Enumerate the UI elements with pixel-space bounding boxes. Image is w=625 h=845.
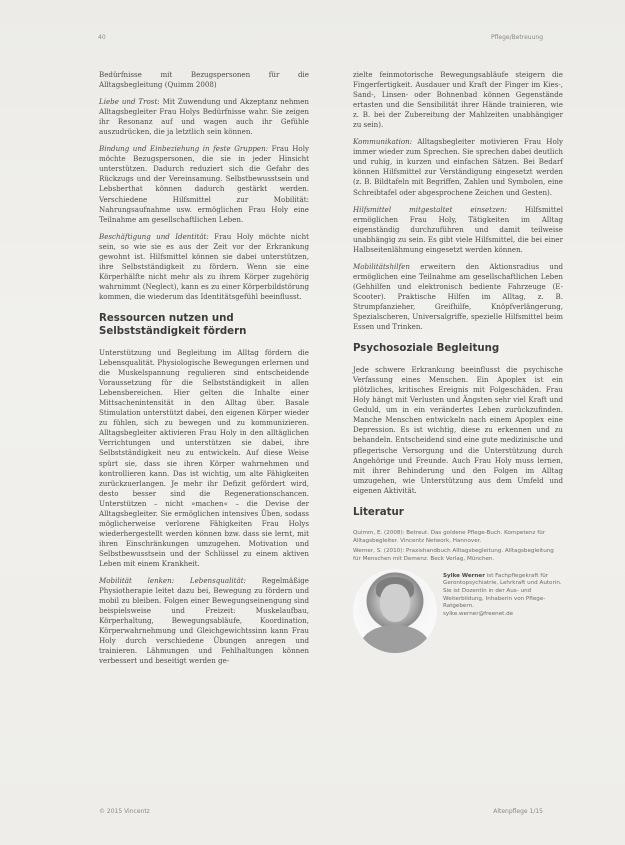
paragraph: Liebe und Trost: Mit Zuwendung und Akzeptanz nehmen Alltagsbegleiter Frau Holys Bedürfnisse wahr. Sie zeigen ihr Resonanz auf und wagen auch ihr Gefühle auszudrücken, die ja letztlich sein können. bbox=[99, 97, 309, 137]
paragraph: Mobilitätshilfen erweitern den Aktionsradius und ermöglichen eine Teilnahme am gesellschaftlichen Leben (Gehhilfen und elektronisch bediente Fahrzeuge (E-Scooter). Praktische Hilfen im Alltag, z. B. Strumpfanzieher, Greifhilfe, Knöpfverlängerung, Spezialscheren, Universalgriffe, spezielle Hilfsmittel beim Essen und Trinken. bbox=[353, 261, 563, 332]
right-column bbox=[353, 70, 563, 661]
footer-copyright: © 2015 Vincentz bbox=[99, 808, 150, 815]
page-number: 40 bbox=[98, 34, 106, 41]
author-name: Sylke Werner bbox=[443, 572, 485, 579]
paragraph: Kommunikation: Alltagsbegleiter motivieren Frau Holy immer wieder zum Sprechen. Sie sprechen dabei deutlich und ruhig, in kurzen und einfachen Sätzen. Bei Bedarf können Hilfsmittel zur Verständigung eingesetzt werden (z. B. Bildtafeln mit Begriffen, Zahlen und Symbolen, eine Schreibtafel oder abgesprochene Zeichen und Gesten). bbox=[353, 137, 563, 197]
literature-heading: Literatur bbox=[353, 506, 404, 518]
paragraph: Jede schwere Erkrankung beeinflusst die psychische Verfassung eines Menschen. Ein Apoplex ist ein plötzliches, kritisches Ereignis mit Folgeschäden. Frau Holy hängt mit Verlusten und Ängsten sehr viel Kraft und Geduld, um in ein verändertes Leben zurückzufinden. Manche Menschen entwickeln nach einem Apoplex eine Depression. Es ist wichtig, diese zu erkennen und zu behandeln. Entscheidend sind eine gute medizinische und pflegerische Versorgung und die Unterstützung durch Angehörige und Freunde. Auch Frau Holy muss lernen, mit ihrer Behinderung und den Folgen im Alltag umzugehen, wie Unterstützung aus dem Umfeld und eigenen Aktivität. bbox=[353, 365, 563, 495]
left-column bbox=[99, 70, 309, 673]
author-bio: Sylke Werner ist Fachpflegekraft für Gerontopsychiatrie, Lehrkraft und Autorin. Sie ist Dozentin in der Aus- und Weiterbildung, Inhaberin von Pflege-Ratgebern. sylke.werner@freenet.de bbox=[443, 572, 562, 617]
literature-entry: Quimm, E. (2008): Betreut. Das goldene Pflege-Buch. Kompetenz für Alltagsbegleiter. Vincentz Network, Hannover. bbox=[353, 529, 546, 544]
paragraph: Unterstützung und Begleitung im Alltag fördern die Lebensqualität. Physiologische Bewegungen erlernen und die Muskelspannung regulieren sind entscheidende Voraussetzung für die Selbstständigkeit in allen Lebensbereichen. Hier gelten die Inhalte einer Mittsachenintensität in den Alltag über. Basale Stimulation unterstützt dabei, den eigenen Körper wieder zu fühlen, sich zu bewegen und zu kommunizieren. Alltagsbegleiter aktivieren Frau Holy in den alltäglichen Verrichtungen und unterstützen sie dabei, ihre Selbstständigkeit neu zu entwickeln. Auf diese Weise spürt sie, dass sie ihren Körper wahrnehmen und kontrollieren kann. Das ist wichtig, um alte Fähigkeiten zurückzuerlangen. Je mehr ihr Defizit gefördert wird, desto besser sind die Regenerationschancen. Unterstützen – nicht »machen« – die Devise der Alltagsbegleiter. Sie ermöglichen intensives Üben, sodass möglicherweise verlorene Fähigkeiten Frau Holys wiederhergestellt werden können bzw. dass sie lernt, mit ihren Einschränkungen umzugehen. Motivation und Selbstbewusstsein und der Schlüssel zu einem aktiven Leben mit einem Krankheit. bbox=[99, 347, 309, 568]
footer-issue: Altenpflege 1/15 bbox=[493, 808, 543, 815]
paragraph: Bedürfnisse mit Bezugspersonen für die Alltagsbegleitung (Quimm 2008) bbox=[99, 70, 309, 90]
author-box bbox=[353, 569, 563, 661]
paragraph: Mobilität lenken: Lebensqualität: Regelmäßige Physiotherapie leitet dazu bei, Bewegung zu fördern und mobil zu bleiben. Folgen einer Bewegungseinengung sind beispielsweise und Freizeit: Muskelaufbau, Körperhaltung, Bewegungsabläufe, Koordination, Körperwahrnehmung und Gleichgewichtssinn kann Frau Holy durch verschiedene Übungen anregen und trainieren. Lähmungen und Fehlhaltungen können verbessert und beseitigt werden ge- bbox=[99, 576, 309, 666]
paragraph: zielte feinmotorische Bewegungsabläufe steigern die Fingerfertigkeit. Ausdauer und Kraft der Finger im Kies-, Sand-, Linsen- oder Bohnenbad können Gegenstände ertasten und die Sensibilität ihrer Hände trainieren, wie z. B. bei der Zubereitung der Mahlzeiten unabhängiger zu sein). bbox=[353, 70, 563, 130]
literature-entry: Werner, S. (2010): Praxishandbuch Alltagsbegleitung. Alltagsbegleitung für Menschen mit Demenz. Beck Verlag, München. bbox=[353, 547, 554, 562]
photo-shoulders bbox=[361, 625, 429, 653]
running-head: Pflege/Betreuung bbox=[490, 34, 543, 41]
paragraph: Beschäftigung und Identität: Frau Holy möchte nicht sein, so wie sie es aus der Zeit vor der Erkrankung gewohnt ist. Hilfsmittel können sie dabei unterstützen, ihre Selbstständigkeit zu fördern. Wenn sie eine Körperhälfte nicht mehr als zu ihrem Körper zugehörig wahrnimmt (Neglect), kann es zu einer Körperbildstörung kommen, die wiederum das Identitätsgefühl beeinflusst. bbox=[99, 231, 309, 301]
author-photo bbox=[353, 569, 437, 653]
author-email[interactable]: sylke.werner@freenet.de bbox=[443, 610, 514, 617]
section-heading: Psychosoziale Begleitung bbox=[353, 343, 500, 355]
paragraph: Bindung und Einbeziehung in feste Gruppen: Frau Holy möchte Bezugspersonen, die sie in jeder Hinsicht unterstützen. Dadurch reduziert sich die Gefahr des Rückzugs und der Vereinsamung. Selbstbewusstsein und Lebsberthat können dadurch gestärkt werden. Verschiedene Hilfsmittel zur Mobilität: Nahrungsaufnahme usw. ermöglichen Frau Holy eine Teilnahme am gesellschaftlichen Leben. bbox=[99, 144, 309, 224]
photo-face bbox=[380, 584, 410, 622]
section-heading: Ressourcen nutzen und Selbstständigkeit fördern bbox=[99, 312, 247, 337]
paragraph: Hilfsmittel mitgestaltet einsetzen: Hilfsmittel ermöglichen Frau Holy, Tätigkeiten im Alltag eigenständig durchzuführen und damit teilweise unabhängig zu sein. Es gibt viele Hilfsmittel, die bei einer Halbseitenlähmung eingesetzt werden können. bbox=[353, 204, 563, 254]
